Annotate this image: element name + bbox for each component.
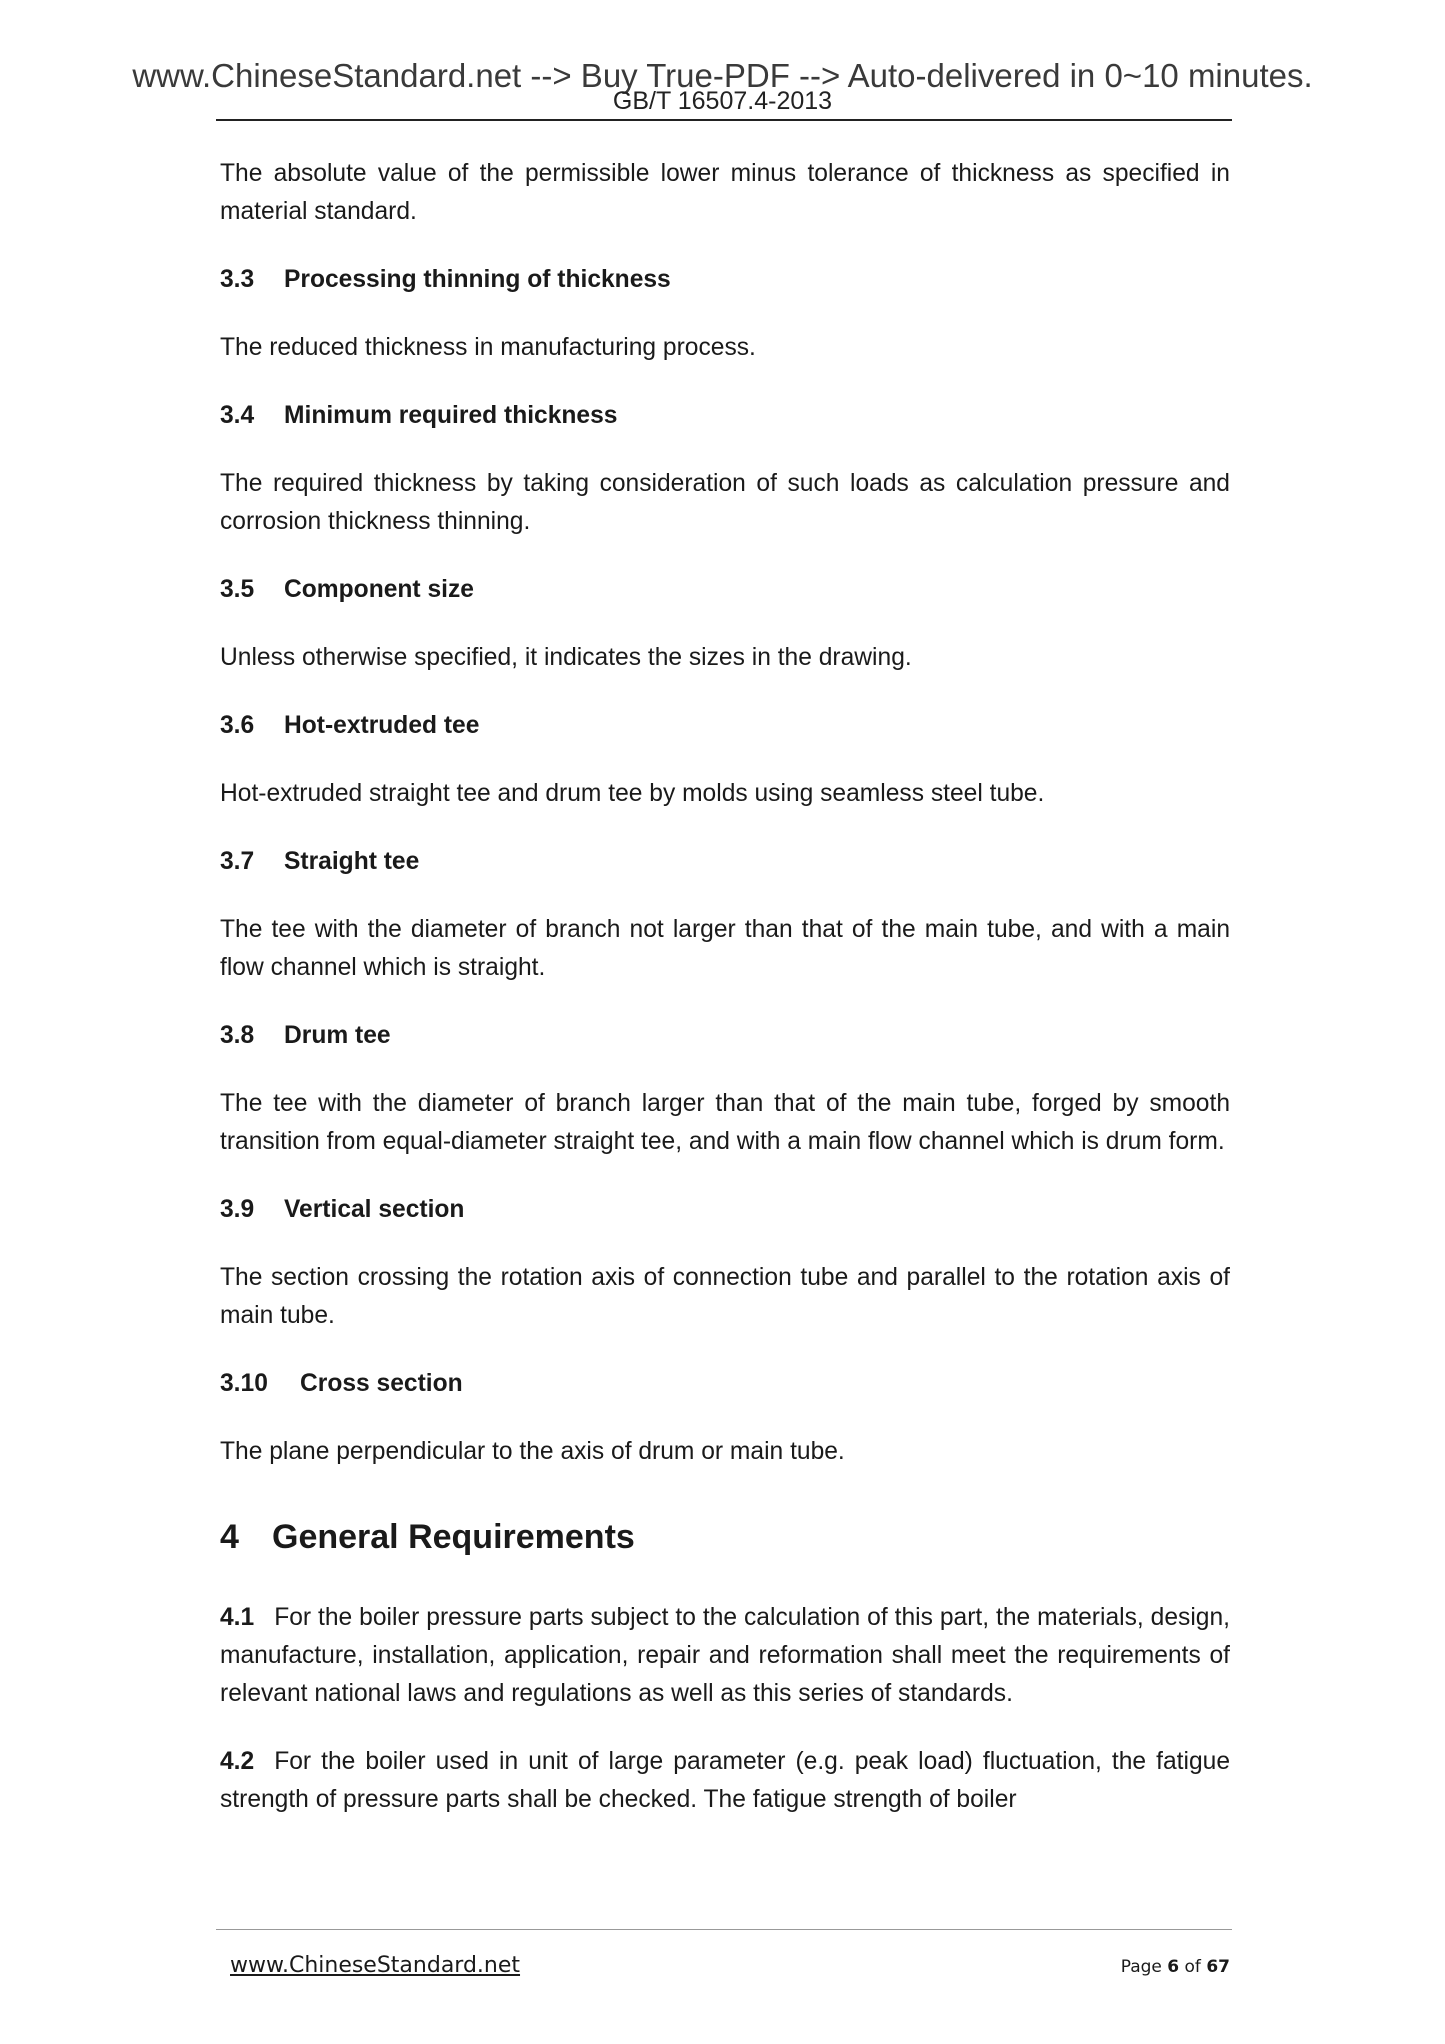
clause-4-1 [220,1599,1230,1713]
document-body [220,155,1230,1819]
section-number: 3.9 [220,1196,255,1223]
section-3-5-heading [220,571,1230,609]
section-number: 3.5 [220,576,255,603]
section-3-4-heading [220,397,1230,435]
chapter-title: General Requirements [272,1518,635,1556]
section-number: 3.8 [220,1022,255,1049]
footer-divider [216,1929,1232,1930]
page-total: 67 [1206,1957,1230,1977]
intro-paragraph: The absolute value of the permissible lower minus tolerance of thickness as specified in material standard. [220,160,1230,225]
section-3-7-heading [220,843,1230,881]
promo-banner[interactable]: www.ChineseStandard.net --> Buy True-PDF --> Auto-delivered in 0~10 minutes. [132,57,1313,94]
section-3-7-text: The tee with the diameter of branch not larger than that of the main tube, and with a main flow channel which is straight. [220,916,1230,981]
page-number [1121,1955,1230,1979]
section-3-8-text: The tee with the diameter of branch larger than that of the main tube, forged by smooth transition from equal-diameter straight tee, and with a main flow channel which is drum form. [220,1090,1230,1155]
clause-text: For the boiler pressure parts subject to the calculation of this part, the materials, design, manufacture, installation, application, repair and reformation shall meet the requirements of relevant national laws and regulations as well as this series of standards. [220,1604,1230,1707]
page-current: 6 [1167,1957,1180,1977]
section-3-6-heading [220,707,1230,745]
section-title: Hot-extruded tee [284,712,480,739]
section-title: Cross section [300,1370,463,1397]
section-title: Straight tee [284,848,420,875]
section-title: Processing thinning of thickness [284,266,671,293]
section-number: 3.7 [220,848,255,875]
section-3-10-heading [220,1365,1230,1403]
section-3-10-text: The plane perpendicular to the axis of drum or main tube. [220,1438,845,1465]
section-3-6-text: Hot-extruded straight tee and drum tee by molds using seamless steel tube. [220,780,1045,807]
clause-number: 4.2 [220,1748,255,1775]
clause-4-2 [220,1743,1230,1819]
section-number: 3.4 [220,402,255,429]
section-number: 3.10 [220,1370,268,1397]
section-number: 3.6 [220,712,255,739]
section-3-9-text: The section crossing the rotation axis of connection tube and parallel to the rotation axis of main tube. [220,1264,1230,1329]
chapter-number: 4 [220,1518,239,1556]
footer-site-link[interactable]: www.ChineseStandard.net [230,1953,521,1978]
clause-number: 4.1 [220,1604,255,1631]
section-title: Drum tee [284,1022,391,1049]
section-4-heading [220,1515,1230,1559]
section-3-3-text: The reduced thickness in manufacturing process. [220,334,756,361]
section-title: Minimum required thickness [284,402,618,429]
standard-code: GB/T 16507.4-2013 [612,87,833,115]
section-3-8-heading [220,1017,1230,1055]
section-title: Component size [284,576,474,603]
section-title: Vertical section [284,1196,465,1223]
page-of: of [1184,1957,1201,1977]
section-3-3-heading [220,261,1230,299]
page-prefix: Page [1120,1957,1162,1977]
clause-text: For the boiler used in unit of large parameter (e.g. peak load) fluctuation, the fatigue strength of pressure parts shall be checked. The fatigue strength of boiler [220,1748,1230,1813]
section-3-5-text: Unless otherwise specified, it indicates the sizes in the drawing. [220,644,912,671]
section-3-9-heading [220,1191,1230,1229]
section-number: 3.3 [220,266,255,293]
clause-spacer [220,1713,1230,1743]
section-3-4-text: The required thickness by taking consideration of such loads as calculation pressure and corrosion thickness thinning. [220,470,1230,535]
header-divider [216,119,1232,121]
